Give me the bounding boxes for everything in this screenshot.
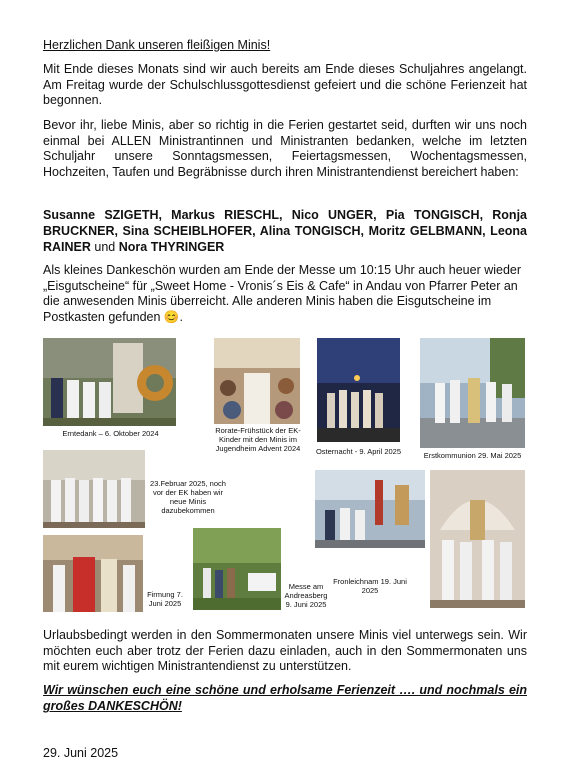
- photo-erntedank: [43, 338, 176, 426]
- article-title: Herzlichen Dank unseren fleißigen Minis!: [43, 38, 271, 52]
- photo-februar: [43, 450, 145, 528]
- names-list: Susanne SZIGETH, Markus RIESCHL, Nico UNGER, Pia TONGISCH, Ronja BRUCKNER, Sina SCHEIBLHOFER, Alina TONGISCH, Moritz GELBMANN, Leona RAINER: [43, 208, 527, 254]
- document-date: 29. Juni 2025: [43, 746, 119, 760]
- ice-voucher-paragraph: Als kleines Dankeschön wurden am Ende der Messe um 10:15 Uhr auch heuer wieder „Eisgutscheine“ für „Sweet Home - Vronis´s Eis & Cafe“ in Andau von Pfarrer Peter an die anwesenden Minis überreicht. Alle anderen Minis haben die Eisgutscheine im Postkasten gefunden 😊.: [43, 263, 522, 324]
- intro-paragraph: Mit Ende dieses Monats sind wir auch bereits am Ende dieses Schuljahres angelangt. Am Freitag wurde der Schulschlussgottesdienst gefeiert und die schöne Ferienzeit hat begonnen.: [43, 62, 527, 107]
- caption-februar: 23.Februar 2025, noch vor der EK haben wir neue Minis dazubekommen: [150, 479, 226, 515]
- caption-rorate: Rorate-Frühstück der EK-Kinder mit den Minis im Jugendheim Advent 2024: [215, 426, 301, 453]
- photo-erstkommunion: [420, 338, 525, 448]
- photo-osternacht: [317, 338, 400, 442]
- minis-names: [43, 207, 527, 255]
- names-and: und: [94, 240, 116, 254]
- names-last: Nora THYRINGER: [118, 240, 225, 254]
- photo-andreasberg: [193, 528, 281, 610]
- caption-andreasberg: Messe am Andreasberg 9. Juni 2025: [284, 582, 328, 609]
- photo-fronleichnam: [315, 470, 425, 548]
- caption-fronleichnam: Fronleichnam 19. Juni 2025: [333, 577, 407, 595]
- closing-wishes: Wir wünschen euch eine schöne und erholsame Ferienzeit …. und nochmals ein großes DANKESCHÖN!: [43, 683, 527, 713]
- photo-church-interior: [430, 470, 525, 608]
- caption-erntedank: Erntedank – 6. Oktober 2024: [62, 429, 159, 438]
- caption-osternacht: Osternacht - 9. April 2025: [315, 447, 402, 456]
- caption-erstkommunion: Erstkommunion 29. Mai 2025: [423, 451, 522, 460]
- summer-paragraph: Urlaubsbedingt werden in den Sommermonaten unsere Minis viel unterwegs sein. Wir möchten euch aber trotz der Ferien dazu einladen, auch in den Sommermonaten uns mit eurem wichtigen Ministrantendienst zu unterstützen.: [43, 628, 527, 673]
- caption-firmung: Firmung 7. Juni 2025: [147, 590, 183, 608]
- photo-rorate: [214, 338, 300, 424]
- photo-firmung: [43, 535, 143, 612]
- thanks-paragraph: Bevor ihr, liebe Minis, aber so richtig in die Ferien gestartet seid, durften wir uns noch einmal bei ALLEN Ministrantinnen und Ministranten bedanken, welche im letzten Schuljahr unsere Sonntagsmessen, Feiertagsmessen, Wochentagsmessen, Hochzeiten, Taufen und Begräbnisse durch ihren Ministrantendienst bereichert haben:: [43, 118, 527, 179]
